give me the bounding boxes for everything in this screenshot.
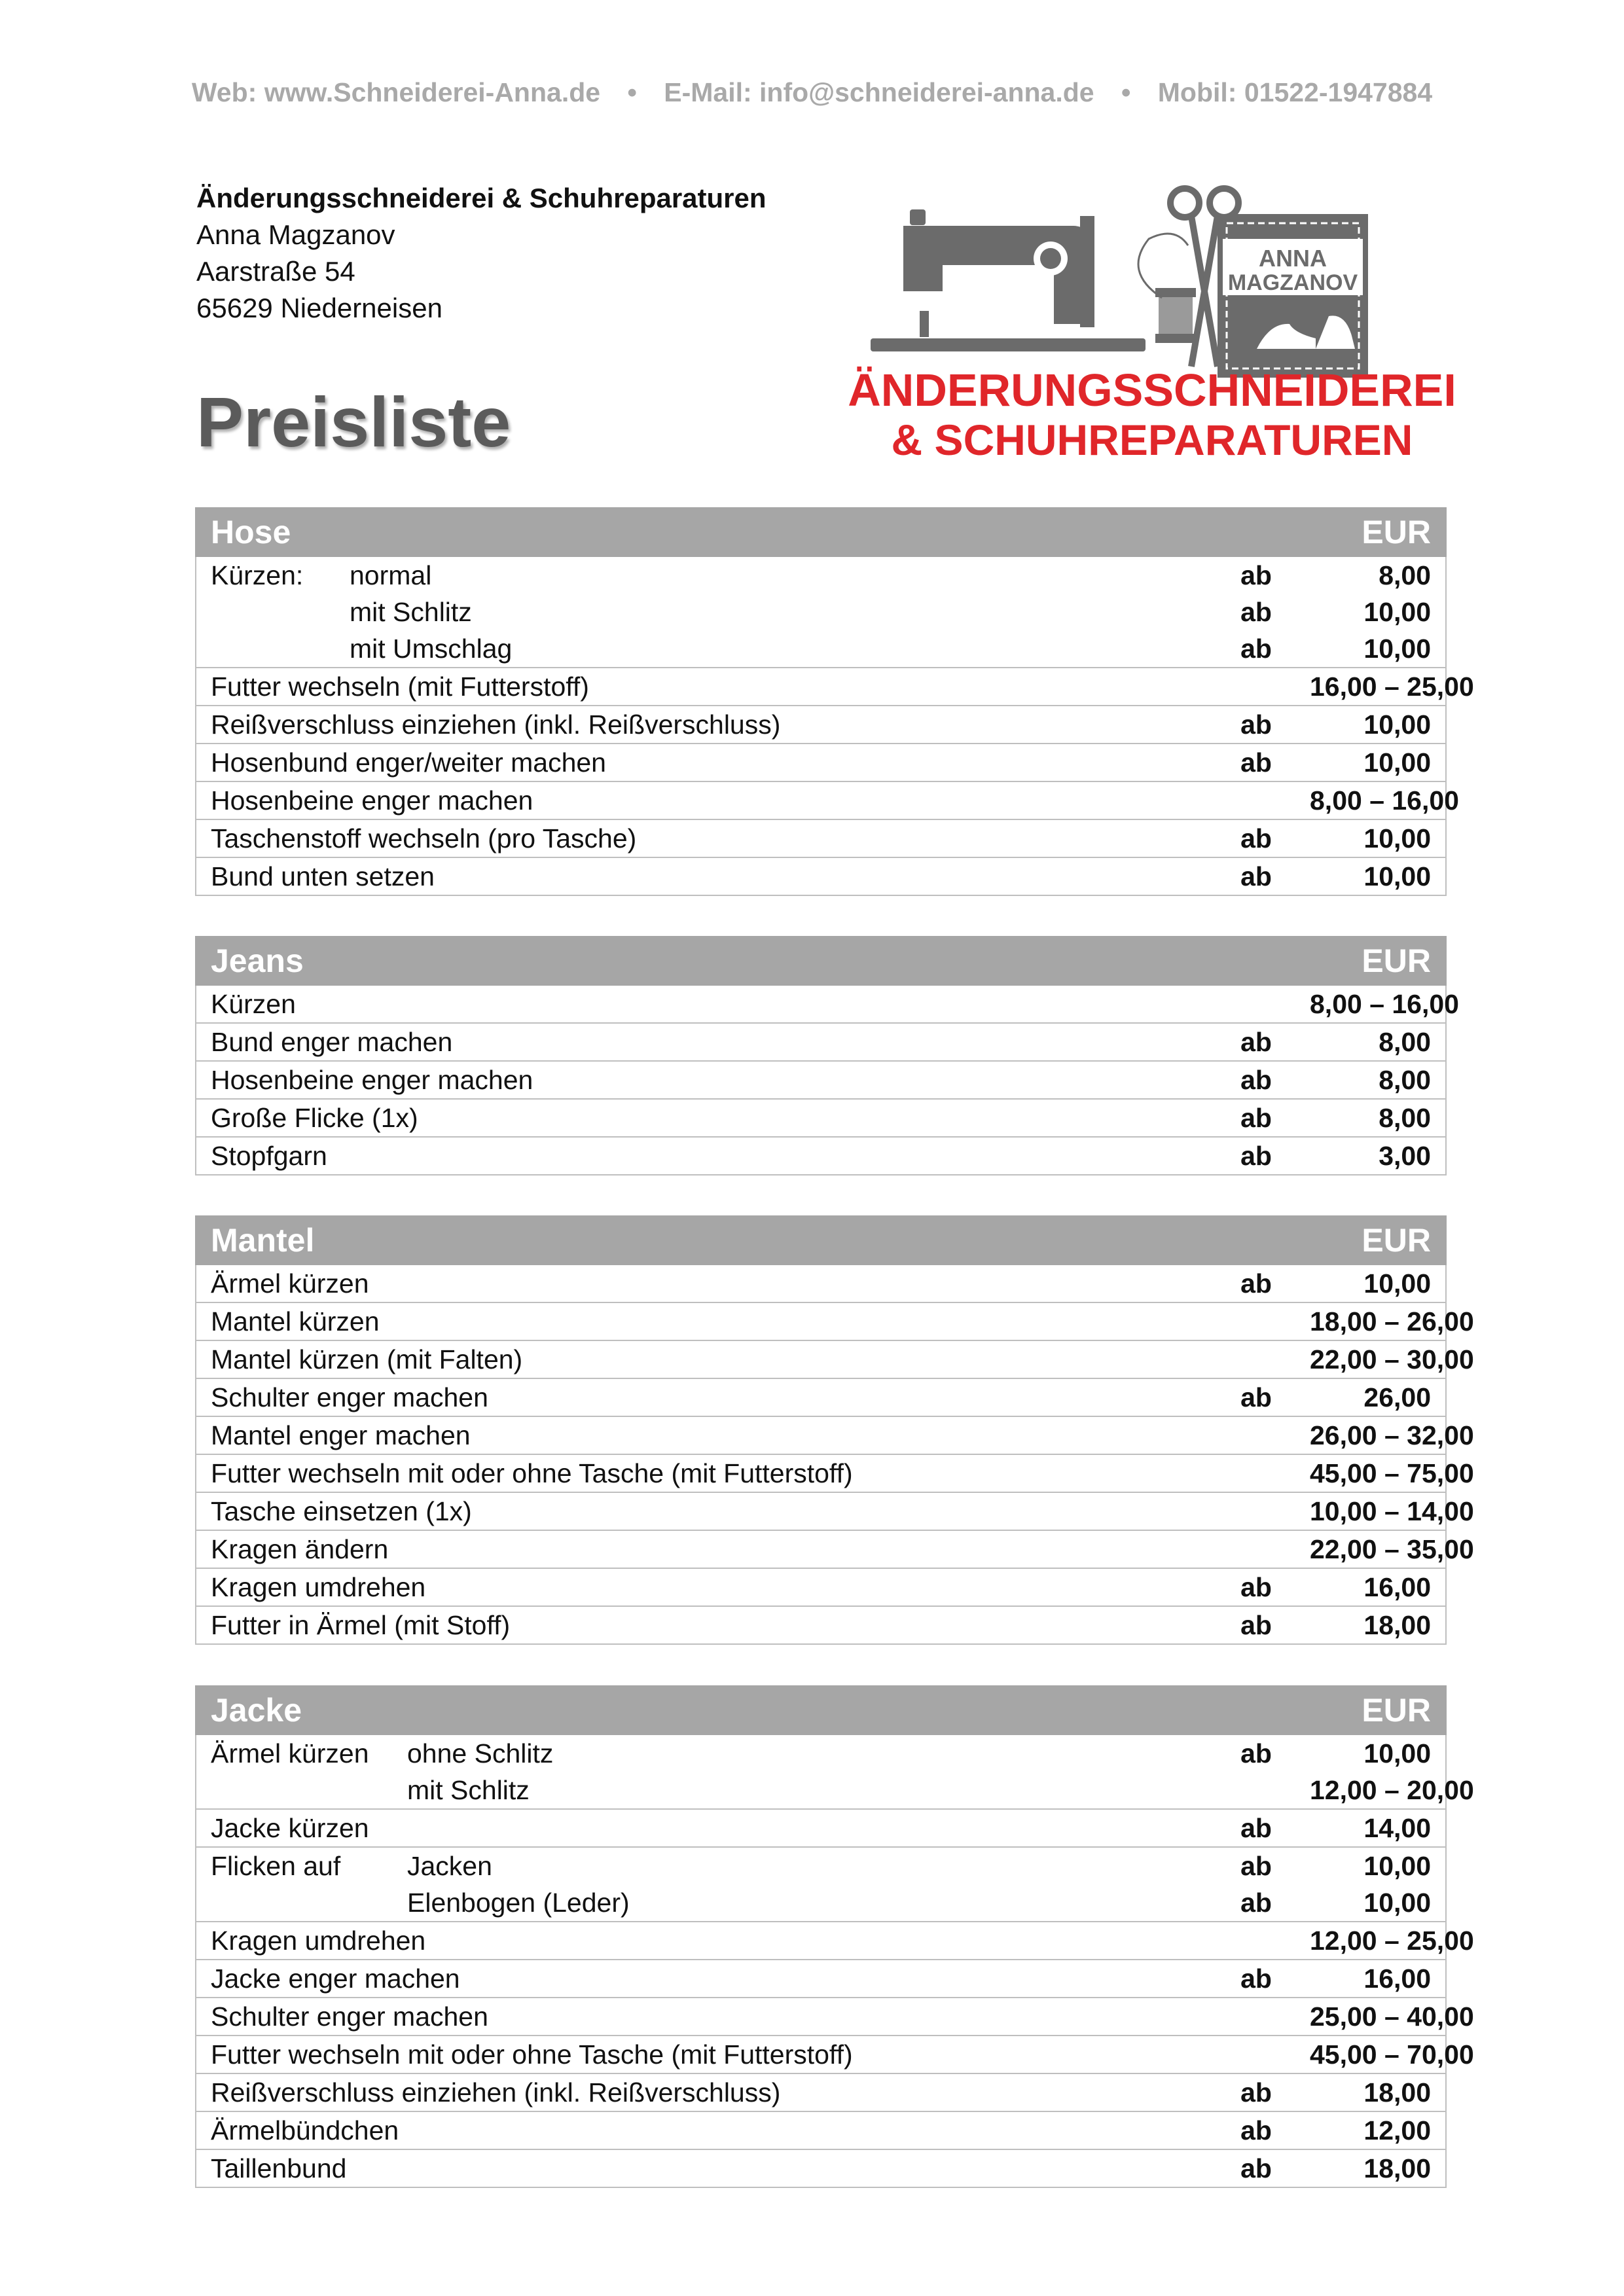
ab-marker: ab	[1217, 1734, 1295, 1772]
item-price: 10,00	[1295, 1265, 1446, 1302]
ab-marker: ab	[1217, 1847, 1295, 1884]
item-label: Hosenbeine enger machen	[196, 781, 1217, 819]
table-row	[196, 668, 1446, 706]
thread-spool-icon	[1138, 234, 1196, 343]
item-price: 45,00 – 70,00	[1295, 2036, 1446, 2073]
item-label: Bund enger machen	[196, 1023, 1217, 1061]
table-row	[196, 1606, 1446, 1644]
item-label: Futter in Ärmel (mit Stoff)	[196, 1606, 1217, 1644]
item-price: 8,00	[1295, 1061, 1446, 1099]
item-price: 8,00 – 16,00	[1295, 985, 1446, 1023]
table-row	[196, 2111, 1446, 2149]
item-label: Jacke enger machen	[196, 1960, 1217, 1998]
ab-marker	[1217, 1340, 1295, 1378]
table-row	[196, 1809, 1446, 1847]
ab-marker: ab	[1217, 857, 1295, 895]
item-price: 16,00	[1295, 1960, 1446, 1998]
ab-marker: ab	[1217, 1265, 1295, 1302]
logo-owner-line2: MAGZANOV	[1227, 270, 1358, 295]
logo-text-line2: & SCHUHREPARATUREN	[891, 416, 1413, 464]
table-row	[196, 1454, 1446, 1492]
ab-marker	[1217, 781, 1295, 819]
item-label: Hosenbund enger/weiter machen	[196, 744, 1217, 781]
ab-marker: ab	[1217, 2073, 1295, 2111]
table-row	[196, 594, 1446, 630]
section-jacke	[195, 1685, 1474, 2188]
table-row	[196, 1734, 1446, 1772]
item-variant: mit Schlitz	[350, 596, 472, 627]
logo-badge	[1218, 214, 1368, 378]
bullet-separator: •	[1121, 77, 1131, 107]
table-row	[196, 1378, 1446, 1416]
company-name: Änderungsschneiderei & Schuhreparaturen	[196, 183, 767, 213]
item-label: Ärmelbündchen	[196, 2111, 1217, 2149]
ab-marker: ab	[1240, 1887, 1272, 1918]
logo-owner-line1: ANNA	[1259, 245, 1327, 272]
owner-name: Anna Magzanov	[196, 219, 395, 250]
item-price: 10,00	[1295, 744, 1446, 781]
item-price: 10,00	[1295, 1884, 1446, 1922]
item-price: 45,00 – 75,00	[1295, 1454, 1446, 1492]
currency-header: EUR	[1295, 937, 1446, 985]
city: 65629 Niederneisen	[196, 293, 442, 323]
table-row	[196, 1772, 1446, 1809]
item-variant: mit Umschlag	[350, 633, 513, 664]
item-label: Ärmel kürzen	[196, 1265, 1217, 1302]
item-label: Flicken auf	[211, 1850, 341, 1881]
item-label: Taillenbund	[196, 2149, 1217, 2187]
item-price: 10,00	[1295, 1847, 1446, 1884]
ab-marker: ab	[1217, 1568, 1295, 1606]
item-price: 10,00	[1295, 630, 1446, 668]
item-price: 12,00 – 20,00	[1295, 1772, 1446, 1809]
ab-marker: ab	[1217, 744, 1295, 781]
ab-marker	[1217, 1454, 1295, 1492]
ab-marker	[1217, 1922, 1295, 1960]
table-row	[196, 985, 1446, 1023]
table-row	[196, 556, 1446, 594]
item-label: Futter wechseln (mit Futterstoff)	[196, 668, 1217, 706]
ab-marker: ab	[1217, 556, 1295, 594]
table-row	[196, 781, 1446, 819]
item-variant: mit Schlitz	[407, 1774, 530, 1805]
business-address	[196, 180, 767, 327]
item-label: Taschenstoff wechseln (pro Tasche)	[196, 819, 1217, 857]
ab-marker: ab	[1217, 1378, 1295, 1416]
table-row	[196, 744, 1446, 781]
table-row	[196, 706, 1446, 744]
item-label: Mantel kürzen	[196, 1302, 1217, 1340]
item-price: 22,00 – 35,00	[1295, 1530, 1446, 1568]
ab-marker: ab	[1217, 1960, 1295, 1998]
ab-marker: ab	[1217, 1061, 1295, 1099]
item-price: 10,00	[1295, 819, 1446, 857]
item-price: 3,00	[1295, 1137, 1446, 1175]
currency-header: EUR	[1295, 508, 1446, 556]
ab-marker: ab	[1217, 819, 1295, 857]
item-label: Kragen umdrehen	[196, 1922, 1217, 1960]
table-row	[196, 1568, 1446, 1606]
item-label: Kragen umdrehen	[196, 1568, 1217, 1606]
item-price: 8,00 – 16,00	[1295, 781, 1446, 819]
ab-marker: ab	[1217, 1606, 1295, 1644]
ab-marker: ab	[1240, 633, 1272, 664]
table-row	[196, 630, 1446, 668]
ab-marker: ab	[1217, 1023, 1295, 1061]
section-mantel	[195, 1215, 1474, 1645]
ab-marker	[1217, 1492, 1295, 1530]
item-price: 10,00	[1295, 1734, 1446, 1772]
item-label: Tasche einsetzen (1x)	[196, 1492, 1217, 1530]
item-label: Schulter enger machen	[196, 1998, 1217, 2036]
company-logo	[848, 173, 1456, 464]
currency-header: EUR	[1295, 1686, 1446, 1734]
item-label: Mantel enger machen	[196, 1416, 1217, 1454]
table-row	[196, 857, 1446, 895]
phone-number: Mobil: 01522-1947884	[1157, 77, 1433, 107]
item-label: Kragen ändern	[196, 1530, 1217, 1568]
ab-marker: ab	[1217, 2111, 1295, 2149]
ab-marker	[1217, 1998, 1295, 2036]
section-title: Jacke	[196, 1686, 1217, 1734]
ab-marker: ab	[1217, 1809, 1295, 1847]
ab-marker	[1217, 2036, 1295, 2073]
item-variant: normal	[350, 560, 432, 590]
ab-marker	[1217, 668, 1295, 706]
table-row	[196, 1884, 1446, 1922]
item-label: Reißverschluss einziehen (inkl. Reißverschluss)	[196, 2073, 1217, 2111]
item-price: 12,00 – 25,00	[1295, 1922, 1446, 1960]
item-label: Stopfgarn	[196, 1137, 1217, 1175]
page-title: Preisliste	[196, 382, 511, 461]
item-price: 14,00	[1295, 1809, 1446, 1847]
item-price: 8,00	[1295, 556, 1446, 594]
item-price: 26,00 – 32,00	[1295, 1416, 1446, 1454]
bullet-separator: •	[627, 77, 637, 107]
table-row	[196, 1998, 1446, 2036]
table-row	[196, 1302, 1446, 1340]
ab-marker: ab	[1217, 1137, 1295, 1175]
section-jeans	[195, 936, 1459, 1175]
table-row	[196, 1099, 1446, 1137]
section-title: Mantel	[196, 1216, 1217, 1265]
item-price: 12,00	[1295, 2111, 1446, 2149]
website-link[interactable]: Web: www.Schneiderei-Anna.de	[191, 77, 601, 107]
table-row	[196, 1061, 1446, 1099]
street: Aarstraße 54	[196, 256, 355, 287]
table-row	[196, 1340, 1446, 1378]
item-label: Hosenbeine enger machen	[196, 1061, 1217, 1099]
item-price: 18,00	[1295, 2073, 1446, 2111]
item-label: Kürzen	[196, 985, 1217, 1023]
item-label: Bund unten setzen	[196, 857, 1217, 895]
item-price: 16,00 – 25,00	[1295, 668, 1446, 706]
table-row	[196, 1960, 1446, 1998]
item-price: 26,00	[1295, 1378, 1446, 1416]
item-price: 10,00	[1295, 594, 1446, 630]
table-row	[196, 1530, 1446, 1568]
item-label: Kürzen:	[211, 560, 304, 590]
ab-marker: ab	[1217, 2149, 1295, 2187]
table-row	[196, 1137, 1446, 1175]
ab-marker: ab	[1240, 596, 1272, 627]
item-variant: ohne Schlitz	[407, 1738, 554, 1768]
ab-marker	[1217, 1530, 1295, 1568]
item-label: Futter wechseln mit oder ohne Tasche (mit Futterstoff)	[196, 2036, 1217, 2073]
ab-marker	[1217, 1302, 1295, 1340]
logo-text-line1: ÄNDERUNGSSCHNEIDEREI	[848, 365, 1456, 416]
item-label: Schulter enger machen	[196, 1378, 1217, 1416]
item-price: 18,00	[1295, 1606, 1446, 1644]
item-label: Mantel kürzen (mit Falten)	[196, 1340, 1217, 1378]
ab-marker	[1217, 985, 1295, 1023]
item-variant: Jacken	[407, 1850, 492, 1881]
item-price: 22,00 – 30,00	[1295, 1340, 1446, 1378]
item-variant: Elenbogen (Leder)	[407, 1887, 630, 1918]
table-row	[196, 2036, 1446, 2073]
item-price: 16,00	[1295, 1568, 1446, 1606]
item-price: 18,00 – 26,00	[1295, 1302, 1446, 1340]
table-row	[196, 1922, 1446, 1960]
ab-marker: ab	[1217, 1099, 1295, 1137]
item-price: 8,00	[1295, 1023, 1446, 1061]
table-row	[196, 1416, 1446, 1454]
item-label: Jacke kürzen	[196, 1809, 1217, 1847]
table-row	[196, 1023, 1446, 1061]
email-link[interactable]: E-Mail: info@schneiderei-anna.de	[664, 77, 1094, 107]
table-row	[196, 2073, 1446, 2111]
item-label: Ärmel kürzen	[211, 1738, 369, 1768]
item-price: 8,00	[1295, 1099, 1446, 1137]
table-row	[196, 1847, 1446, 1884]
ab-marker	[1217, 1772, 1295, 1809]
item-price: 18,00	[1295, 2149, 1446, 2187]
item-price: 25,00 – 40,00	[1295, 1998, 1446, 2036]
item-label: Futter wechseln mit oder ohne Tasche (mit Futterstoff)	[196, 1454, 1217, 1492]
table-row	[196, 1492, 1446, 1530]
item-price: 10,00	[1295, 706, 1446, 744]
table-row	[196, 2149, 1446, 2187]
table-row	[196, 1265, 1446, 1302]
item-label: Reißverschluss einziehen (inkl. Reißverschluss)	[196, 706, 1217, 744]
currency-header: EUR	[1295, 1216, 1446, 1265]
section-title: Hose	[196, 508, 1217, 556]
item-price: 10,00 – 14,00	[1295, 1492, 1446, 1530]
section-hose	[195, 507, 1474, 896]
contact-bar	[0, 77, 1624, 108]
sewing-machine-icon	[871, 209, 1146, 351]
item-price: 10,00	[1295, 857, 1446, 895]
item-label: Große Flicke (1x)	[196, 1099, 1217, 1137]
table-row	[196, 819, 1446, 857]
ab-marker	[1217, 1416, 1295, 1454]
ab-marker: ab	[1217, 706, 1295, 744]
section-title: Jeans	[196, 937, 1217, 985]
